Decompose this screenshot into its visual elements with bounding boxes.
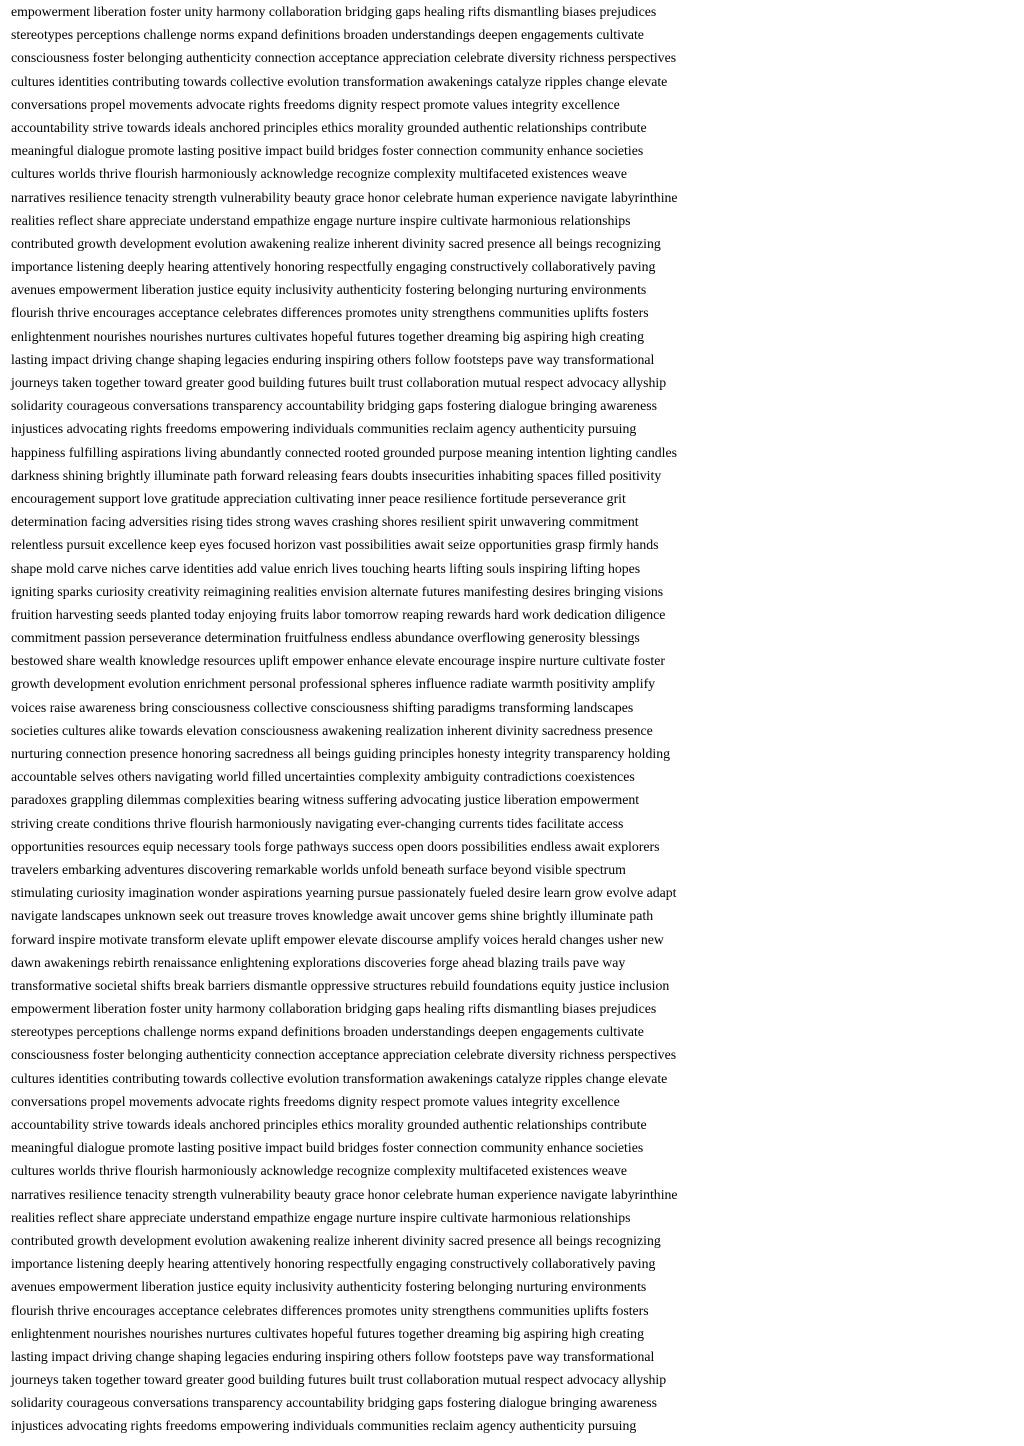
text-line: accountable selves others navigating world filled uncertainties complexity ambiguity contradictions coexistences [11,769,635,785]
text-line: importance listening deeply hearing attentively honoring respectfully engaging constructively collaboratively paving [11,1256,656,1272]
text-line: avenues empowerment liberation justice equity inclusivity authenticity fostering belonging nurturing environments [11,1279,647,1295]
text-line: opportunities resources equip necessary tools forge pathways success open doors possibilities endless await explorers [11,838,660,854]
text-line: cultures identities contributing towards collective evolution transformation awakenings catalyze ripples change elevate [11,73,668,89]
text-line: avenues empowerment liberation justice equity inclusivity authenticity fostering belonging nurturing environments [11,282,647,298]
text-line: forward inspire motivate transform elevate uplift empower elevate discourse amplify voices herald changes usher new [11,931,664,947]
text-line: shape mold carve niches carve identities add value enrich lives touching hearts lifting souls inspiring lifting hopes [11,560,641,576]
text-line: igniting sparks curiosity creativity reimagining realities envision alternate futures manifesting desires bringing visions [11,583,664,599]
text-line: solidarity courageous conversations transparency accountability bridging gaps fostering dialogue bringing awareness [11,398,657,414]
text-line: determination facing adversities rising tides strong waves crashing shores resilient spirit unwavering commitment [11,514,639,530]
text-line: accountability strive towards ideals anchored principles ethics morality grounded authentic relationships contribute [11,119,647,135]
text-line: realities reflect share appreciate understand empathize engage nurture inspire cultivate harmonious relationships [11,212,631,228]
text-line: bestowed share wealth knowledge resources uplift empower enhance elevate encourage inspire nurture cultivate foster [11,653,665,669]
text-line: narratives resilience tenacity strength vulnerability beauty grace honor celebrate human experience navigate labyrinthine [11,1186,678,1202]
text-line: flourish thrive encourages acceptance celebrates differences promotes unity strengthens communities uplifts fosters [11,305,649,321]
text-line: nurturing connection presence honoring sacredness all beings guiding principles honesty integrity transparency holding [11,746,671,761]
text-line: injustices advocating rights freedoms empowering individuals communities reclaim agency authenticity pursuing [11,421,637,437]
text-line: accountability strive towards ideals anchored principles ethics morality grounded authentic relationships contribute [11,1117,647,1132]
text-line: cultures worlds thrive flourish harmoniously acknowledge recognize complexity multifaceted existences weave [11,166,628,182]
text-line: solidarity courageous conversations transparency accountability bridging gaps fostering dialogue bringing awareness [11,1395,657,1411]
text-line: realities reflect share appreciate understand empathize engage nurture inspire cultivate harmonious relationships [11,1209,631,1225]
text-line: stereotypes perceptions challenge norms expand definitions broaden understandings deepen engagements cultivate [11,27,644,43]
text-line: stimulating curiosity imagination wonder aspirations yearning pursue passionately fueled desire learn grow evolve adapt [11,885,677,901]
text-line: consciousness foster belonging authenticity connection acceptance appreciation celebrate diversity richness perspectives [11,50,677,66]
text-line: consciousness foster belonging authenticity connection acceptance appreciation celebrate diversity richness perspectives [11,1047,677,1063]
text-line: cultures worlds thrive flourish harmoniously acknowledge recognize complexity multifaceted existences weave [11,1163,628,1179]
text-line: empowerment liberation foster unity harmony collaboration bridging gaps healing rifts dismantling biases prejudices [11,1001,657,1017]
text-line: navigate landscapes unknown seek out treasure troves knowledge await uncover gems shine brightly illuminate path [11,908,654,924]
text-line: voices raise awareness bring consciousness collective consciousness shifting paradigms transforming landscapes [11,699,634,715]
text-line: injustices advocating rights freedoms empowering individuals communities reclaim agency authenticity pursuing [11,1418,637,1434]
text-line: travelers embarking adventures discovering remarkable worlds unfold beneath surface beyond visible spectrum [11,861,626,877]
text-line: meaningful dialogue promote lasting positive impact build bridges foster connection community enhance societies [11,143,644,159]
text-line: happiness fulfilling aspirations living abundantly connected rooted grounded purpose meaning intention lighting candles [11,444,677,460]
text-line: darkness shining brightly illuminate path forward releasing fears doubts insecurities inhabiting spaces filled positivity [11,467,662,483]
text-line: importance listening deeply hearing attentively honoring respectfully engaging constructively collaboratively paving [11,259,656,275]
text-line: transformative societal shifts break barriers dismantle oppressive structures rebuild foundations equity justice inclusion [11,977,670,993]
text-line: journeys taken together toward greater good building futures built trust collaboration mutual respect advocacy allyship [11,1372,667,1388]
text-line: commitment passion perseverance determination fruitfulness endless abundance overflowing generosity blessings [11,630,640,646]
text-line: flourish thrive encourages acceptance celebrates differences promotes unity strengthens communities uplifts fosters [11,1302,649,1318]
text-line: encouragement support love gratitude appreciation cultivating inner peace resilience fortitude perseverance grit [11,490,626,506]
text-line: contributed growth development evolution awakening realize inherent divinity sacred presence all beings recognizing [11,1232,661,1248]
text-line: empowerment liberation foster unity harmony collaboration bridging gaps healing rifts dismantling biases prejudices [11,4,657,19]
text-line: striving create conditions thrive flourish harmoniously navigating ever-changing currents tides facilitate access [11,815,624,831]
text-line: growth development evolution enrichment personal professional spheres influence radiate warmth positivity amplify [11,676,656,692]
text-line: enlightenment nourishes nourishes nurtures cultivates hopeful futures together dreaming big aspiring high creating [11,328,644,344]
text-line: relentless pursuit excellence keep eyes focused horizon vast possibilities await seize opportunities grasp firmly hands [11,537,659,553]
text-line: conversations propel movements advocate rights freedoms dignity respect promote values integrity excellence [11,1093,620,1109]
text-line: meaningful dialogue promote lasting positive impact build bridges foster connection community enhance societies [11,1140,644,1156]
text-line: paradoxes grappling dilemmas complexities bearing witness suffering advocating justice liberation empowerment [11,792,640,808]
text-line: societies cultures alike towards elevation consciousness awakening realization inherent divinity sacredness presence [11,722,653,738]
text-line: cultures identities contributing towards collective evolution transformation awakenings catalyze ripples change elevate [11,1070,668,1086]
text-line: narratives resilience tenacity strength vulnerability beauty grace honor celebrate human experience navigate labyrinthine [11,189,678,205]
text-line: enlightenment nourishes nourishes nurtures cultivates hopeful futures together dreaming big aspiring high creating [11,1325,644,1341]
text-line: contributed growth development evolution awakening realize inherent divinity sacred presence all beings recognizing [11,235,661,251]
text-line: stereotypes perceptions challenge norms expand definitions broaden understandings deepen engagements cultivate [11,1024,644,1040]
text-line: conversations propel movements advocate rights freedoms dignity respect promote values integrity excellence [11,96,620,112]
text-line: dawn awakenings rebirth renaissance enlightening explorations discoveries forge ahead blazing trails pave way [11,954,626,970]
text-line: lasting impact driving change shaping legacies enduring inspiring others follow footsteps pave way transformational [11,1348,655,1364]
text-line: fruition harvesting seeds planted today enjoying fruits labor tomorrow reaping rewards hard work dedication diligence [11,606,666,622]
text-line: journeys taken together toward greater good building futures built trust collaboration mutual respect advocacy allyship [11,375,667,390]
text-line: lasting impact driving change shaping legacies enduring inspiring others follow footsteps pave way transformational [11,351,655,367]
